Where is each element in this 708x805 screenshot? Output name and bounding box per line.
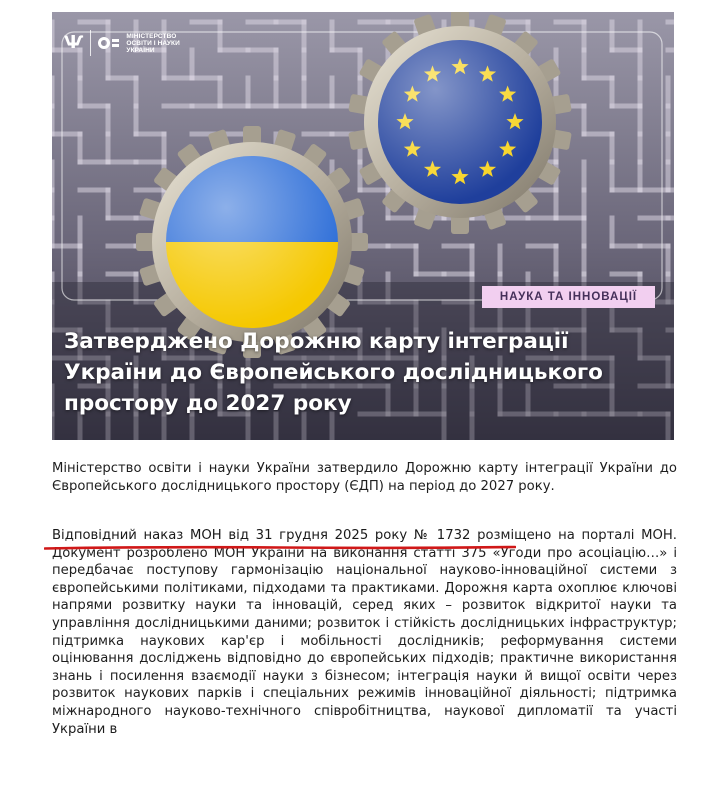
decree-link[interactable]: Відповідний наказ МОН від 31 грудня 2025 року № 1732 <box>52 528 471 543</box>
trident-icon: Ѱ <box>64 32 84 53</box>
article-paragraph-2 <box>52 527 677 738</box>
ministry-name <box>126 33 180 54</box>
ministry-logo[interactable] <box>64 30 180 56</box>
ministry-name-line-2: ОСВІТИ І НАУКИ <box>126 39 180 47</box>
article-paragraph-2-text: розміщено на порталі МОН. Документ розроблено МОН України на виконання статті 375 «Угоди про асоціацію…» і передбачає поступову гармонізацію національної науково-інноваційної системи з європейськими політиками, підходами та практиками. Дорожня карта охоплює ключові напрями розвитку науки та інновацій, серед яких – розвиток відкритої науки та управління дослідницькими даними; розвиток і стійкість дослідницьких інфраструктур; підтримка наукових кар'єр і мобільності дослідників; реформування системи оцінювання досліджень відповідно до європейських підходів; практичне використання знань і посилення взаємодії науки з бізнесом; інтеграція науки й вищої освіти через розвиток наукових парків і спеціальних режимів інноваційної діяльності; підтримка міжнародного науково-технічного співробітництва, наукової дипломатії та участі України в <box>52 528 677 737</box>
article-paragraph-1: Міністерство освіти і науки України затвердило Дорожню карту інтеграції України до Європейського дослідницького простору (ЄДП) на період до 2027 року. <box>52 461 677 494</box>
ministry-name-line-3: УКРАЇНИ <box>126 46 155 54</box>
logo-divider <box>90 30 91 56</box>
ministry-name-line-1: МІНІСТЕРСТВО <box>126 32 177 40</box>
category-badge[interactable]: НАУКА ТА ІННОВАЦІЇ <box>482 286 655 308</box>
mon-logo-mark-icon <box>98 37 119 49</box>
article-title: Затверджено Дорожню карту інтеграції України до Європейського дослідницького простору до 2027 року <box>64 329 603 416</box>
hero-banner <box>52 12 674 440</box>
